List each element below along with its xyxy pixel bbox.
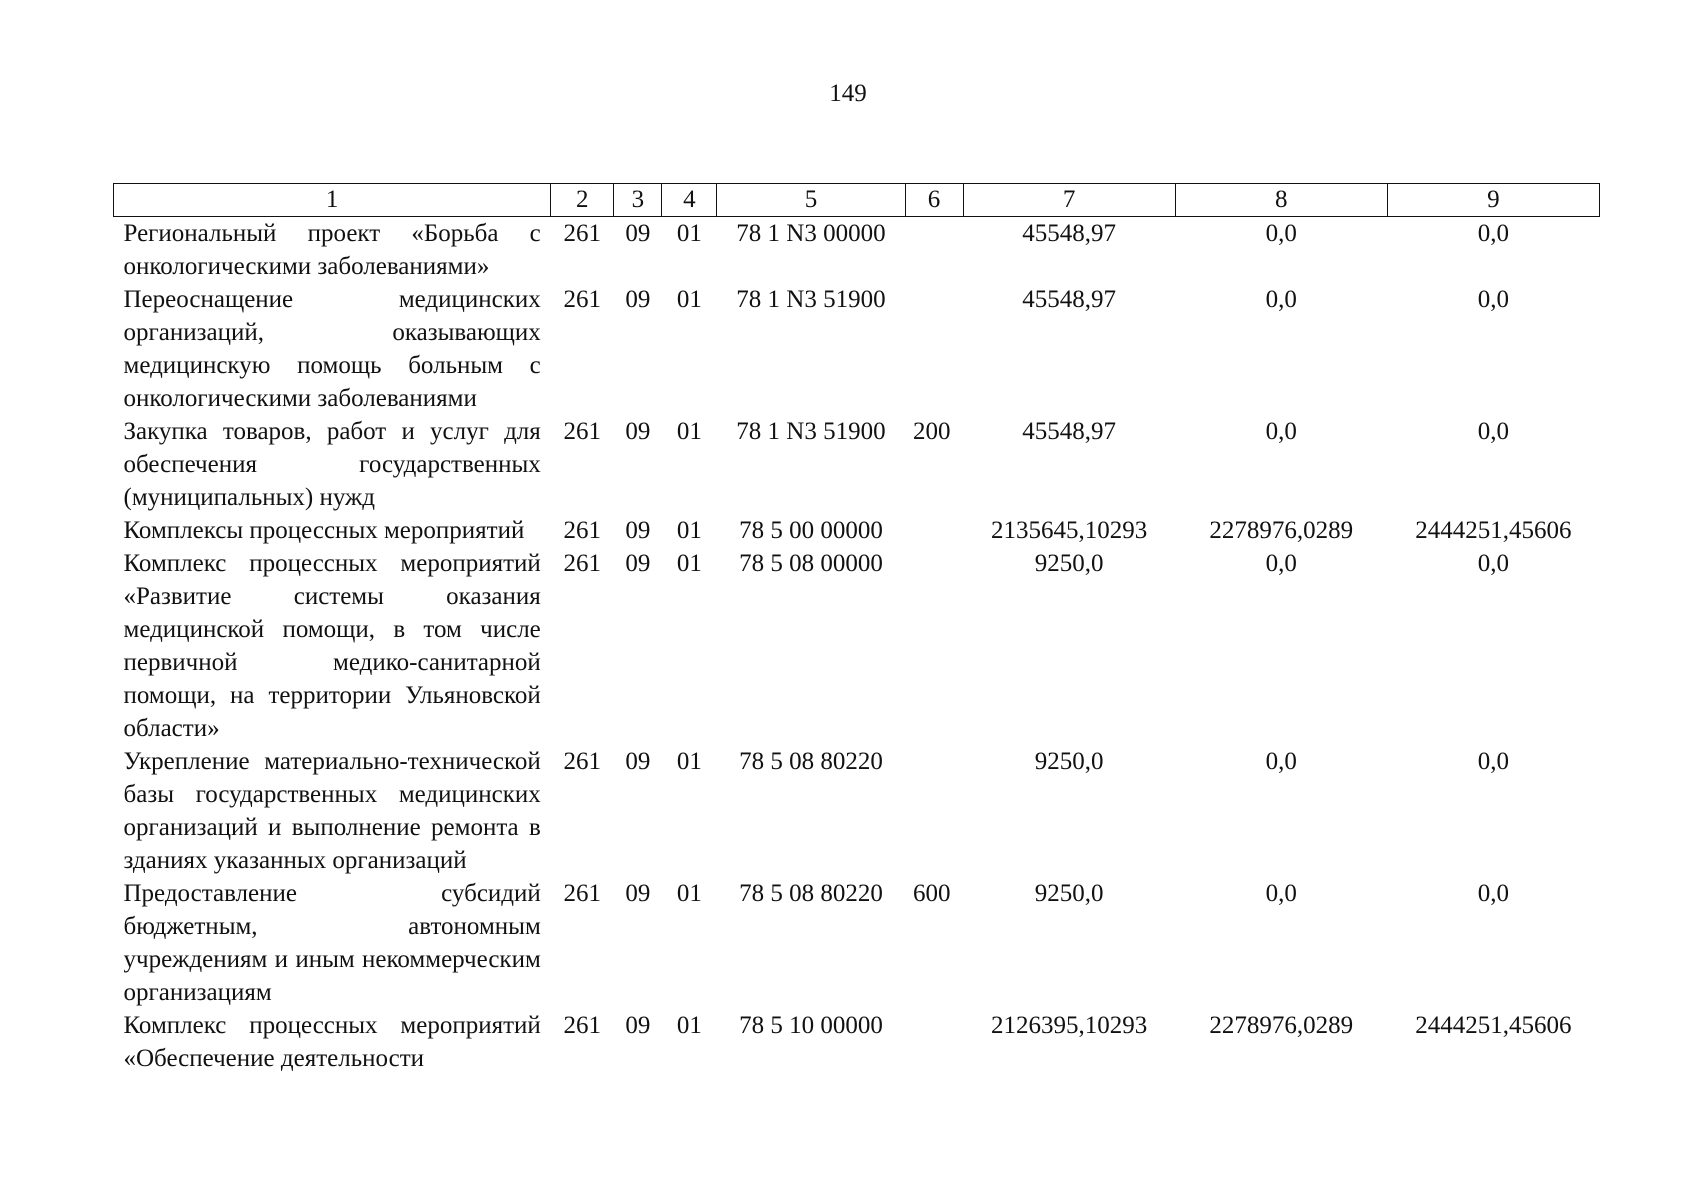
cell-col-6	[905, 514, 963, 547]
cell-col-2: 261	[563, 880, 602, 907]
cell-col-9: 0,0	[1477, 550, 1510, 577]
cell-col-3: 09	[625, 1012, 651, 1039]
cell-col-2: 261	[563, 1012, 602, 1039]
cell-col-9: 0,0	[1477, 418, 1510, 445]
header-row	[114, 184, 1600, 217]
cell-col-7: 45548,97	[1022, 286, 1116, 313]
cell-col-3: 09	[625, 748, 651, 775]
column-header-1: 1	[114, 184, 551, 217]
row-name: Переоснащение медицинских организаций, оказывающих медицинскую помощь больным с онкологическими заболеваниями	[123, 286, 541, 412]
cell-col-2: 261	[563, 517, 602, 544]
cell-col-8: 2278976,0289	[1209, 1012, 1354, 1039]
cell-col-2: 261	[563, 550, 602, 577]
cell-col-7: 9250,0	[1034, 550, 1104, 577]
cell-col-3: 09	[625, 220, 651, 247]
column-header-4: 4	[662, 184, 717, 217]
cell-col-3: 09	[625, 286, 651, 313]
column-header-6: 6	[905, 184, 963, 217]
cell-col-5: 78 5 10 00000	[739, 1012, 883, 1039]
cell-col-7: 2135645,10293	[990, 517, 1148, 544]
cell-col-5: 78 5 00 00000	[739, 517, 883, 544]
cell-col-8: 0,0	[1265, 550, 1297, 577]
cell-col-9: 0,0	[1477, 220, 1510, 247]
cell-col-5: 78 1 N3 51900	[736, 286, 886, 313]
cell-col-2: 261	[563, 220, 602, 247]
cell-col-5: 78 5 08 80220	[739, 748, 883, 775]
table-row	[114, 415, 1600, 514]
cell-col-3: 09	[625, 418, 651, 445]
cell-col-2: 261	[563, 418, 602, 445]
row-name: Региональный проект «Борьба с онкологическими заболеваниями»	[123, 220, 541, 280]
cell-col-3: 09	[625, 550, 651, 577]
cell-col-5: 78 5 08 80220	[739, 880, 883, 907]
cell-col-6	[905, 745, 963, 877]
cell-col-4: 01	[676, 286, 702, 313]
cell-col-8: 0,0	[1265, 286, 1297, 313]
cell-col-7: 45548,97	[1022, 220, 1116, 247]
table-row	[114, 514, 1600, 547]
cell-col-4: 01	[676, 517, 702, 544]
column-header-5: 5	[717, 184, 905, 217]
row-name: Укрепление материально-технической базы государственных медицинских организаций и выполнение ремонта в зданиях указанных организаций	[123, 748, 541, 874]
column-header-7: 7	[963, 184, 1175, 217]
cell-col-3: 09	[625, 517, 651, 544]
cell-col-8: 0,0	[1265, 748, 1297, 775]
cell-col-9: 2444251,45606	[1415, 517, 1572, 544]
column-header-8: 8	[1175, 184, 1387, 217]
column-header-9: 9	[1387, 184, 1599, 217]
cell-col-7: 9250,0	[1034, 880, 1104, 907]
cell-col-9: 0,0	[1477, 748, 1510, 775]
page-number: 149	[829, 80, 867, 107]
cell-col-6: 200	[913, 418, 951, 445]
cell-col-5: 78 1 N3 51900	[736, 418, 886, 445]
cell-col-7: 2126395,10293	[990, 1012, 1148, 1039]
table-row	[114, 1009, 1600, 1075]
cell-col-4: 01	[676, 418, 702, 445]
cell-col-4: 01	[676, 550, 702, 577]
row-name: Закупка товаров, работ и услуг для обеспечения государственных (муниципальных) нужд	[123, 418, 541, 511]
row-name: Предоставление субсидий бюджетным, автономным учреждениям и иным некоммерческим организациям	[123, 880, 541, 1006]
row-name: Комплекс процессных мероприятий «Развитие системы оказания медицинской помощи, в том числе первичной медико-санитарной помощи, на территории Ульяновской области»	[123, 550, 541, 742]
cell-col-4: 01	[676, 220, 702, 247]
table-row	[114, 745, 1600, 877]
table-row	[114, 547, 1600, 745]
column-header-3: 3	[614, 184, 662, 217]
row-name: Комплексы процессных мероприятий	[123, 517, 525, 544]
cell-col-9: 0,0	[1477, 286, 1510, 313]
cell-col-7: 9250,0	[1034, 748, 1104, 775]
cell-col-8: 0,0	[1265, 418, 1297, 445]
cell-col-6	[905, 1009, 963, 1075]
table-row	[114, 283, 1600, 415]
table-row	[114, 217, 1600, 284]
cell-col-9: 0,0	[1477, 880, 1510, 907]
cell-col-8: 2278976,0289	[1209, 517, 1354, 544]
cell-col-6	[905, 283, 963, 415]
cell-col-4: 01	[676, 748, 702, 775]
table-row	[114, 877, 1600, 1009]
cell-col-7: 45548,97	[1022, 418, 1116, 445]
budget-table	[113, 183, 1600, 1075]
cell-col-5: 78 5 08 00000	[739, 550, 883, 577]
cell-col-8: 0,0	[1265, 220, 1297, 247]
cell-col-5: 78 1 N3 00000	[736, 220, 886, 247]
cell-col-6	[905, 547, 963, 745]
row-name: Комплекс процессных мероприятий «Обеспечение деятельности	[123, 1012, 541, 1072]
cell-col-9: 2444251,45606	[1415, 1012, 1572, 1039]
column-header-2: 2	[551, 184, 614, 217]
table-body	[114, 217, 1600, 1076]
table-header	[114, 184, 1600, 217]
cell-col-3: 09	[625, 880, 651, 907]
cell-col-4: 01	[676, 880, 702, 907]
cell-col-4: 01	[676, 1012, 702, 1039]
cell-col-6	[905, 217, 963, 284]
cell-col-2: 261	[563, 286, 602, 313]
cell-col-2: 261	[563, 748, 602, 775]
cell-col-8: 0,0	[1265, 880, 1297, 907]
cell-col-6: 600	[913, 880, 951, 907]
